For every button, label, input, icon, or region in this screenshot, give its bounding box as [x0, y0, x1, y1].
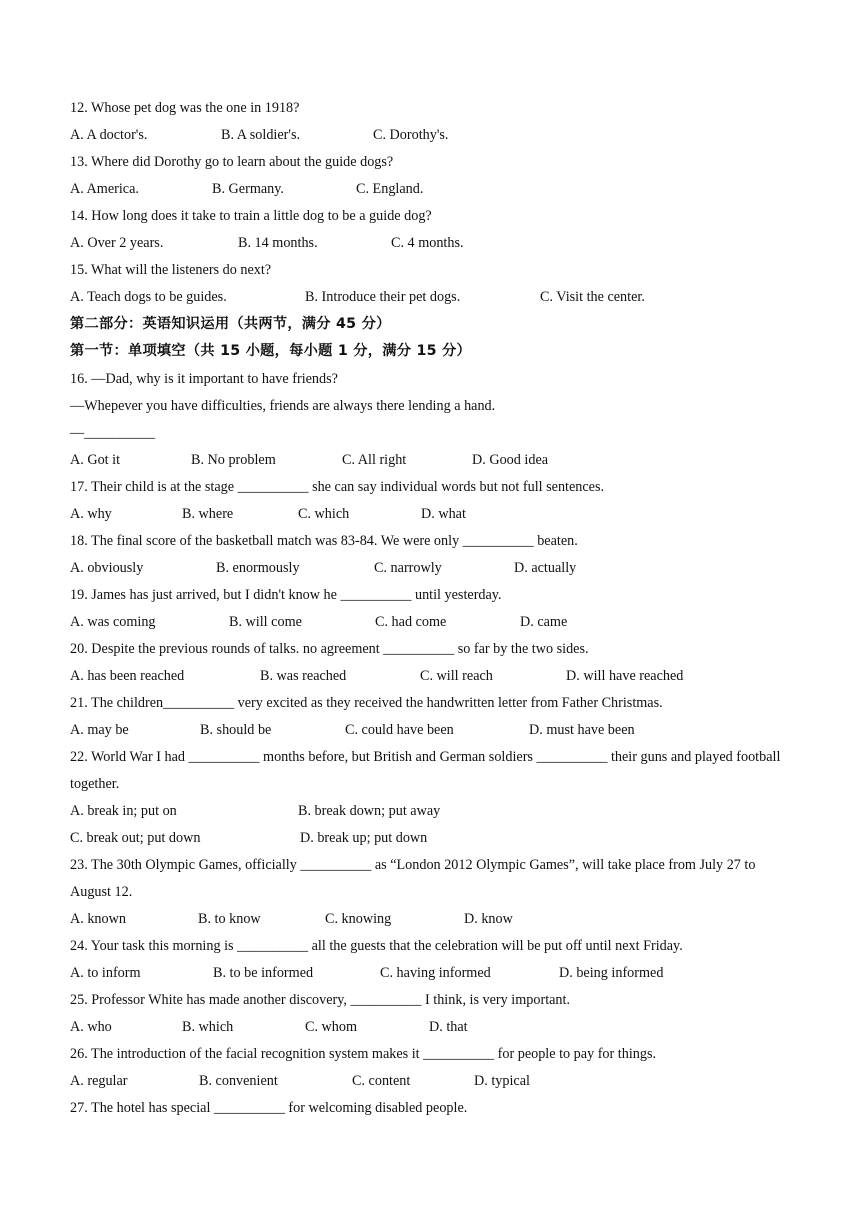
options-23 [70, 909, 794, 929]
question-25: 25. Professor White has made another discovery, __________ I think, is very important. [70, 992, 571, 1008]
option-b: B. Introduce their pet dogs. [305, 289, 461, 305]
options-21 [70, 720, 794, 740]
options-22-row1 [70, 801, 794, 821]
question-14: 14. How long does it take to train a little dog to be a guide dog? [70, 208, 432, 224]
options-26 [70, 1071, 794, 1091]
option-c: C. narrowly [374, 560, 442, 576]
option-d: D. came [520, 614, 568, 630]
options-19 [70, 612, 794, 632]
option-c: C. All right [342, 452, 407, 468]
option-c: C. whom [305, 1019, 358, 1035]
options-20 [70, 666, 794, 686]
option-c: C. will reach [420, 668, 493, 684]
option-a: A. obviously [70, 560, 144, 576]
option-c: C. break out; put down [70, 830, 201, 846]
option-b: B. enormously [216, 560, 300, 576]
option-a: A. Got it [70, 452, 121, 468]
option-c: C. England. [356, 181, 424, 197]
question-19: 19. James has just arrived, but I didn't know he __________ until yesterday. [70, 587, 502, 603]
options-18 [70, 558, 794, 578]
option-a: A. may be [70, 722, 129, 738]
option-b: B. Germany. [212, 181, 284, 197]
option-b: B. No problem [191, 452, 276, 468]
option-c: C. knowing [325, 911, 392, 927]
options-16 [70, 450, 794, 470]
option-b: B. convenient [199, 1073, 278, 1089]
question-24: 24. Your task this morning is __________ all the guests that the celebration will be put off until next Friday. [70, 938, 683, 954]
option-a: A. known [70, 911, 126, 927]
option-a: A. to inform [70, 965, 141, 981]
option-c: C. Visit the center. [540, 289, 645, 305]
option-d: D. break up; put down [300, 830, 428, 846]
section-heading-single-choice: 第一节：单项填空（共 15 小题，每小题 1 分，满分 15 分） [70, 343, 472, 359]
option-d: D. must have been [529, 722, 635, 738]
option-d: D. Good idea [472, 452, 549, 468]
option-d: D. typical [474, 1073, 530, 1089]
options-12 [70, 125, 794, 145]
dialogue-blank: —__________ [70, 425, 156, 441]
option-b: B. will come [229, 614, 302, 630]
option-b: B. to be informed [213, 965, 314, 981]
option-a: A. Teach dogs to be guides. [70, 289, 227, 305]
section-heading-part2: 第二部分：英语知识运用（共两节，满分 45 分） [70, 316, 391, 332]
option-b: B. where [182, 506, 234, 522]
question-23: 23. The 30th Olympic Games, officially __________ as “London 2012 Olympic Games”, will take place from July 27 to August 12. [70, 857, 756, 900]
option-b: B. should be [200, 722, 272, 738]
option-a: A. America. [70, 181, 139, 197]
option-b: B. break down; put away [298, 803, 441, 819]
option-d: D. being informed [559, 965, 664, 981]
question-27: 27. The hotel has special __________ for welcoming disabled people. [70, 1100, 468, 1116]
option-b: B. which [182, 1019, 234, 1035]
question-20: 20. Despite the previous rounds of talks. no agreement __________ so far by the two sides. [70, 641, 589, 657]
options-14 [70, 233, 794, 253]
question-17: 17. Their child is at the stage __________ she can say individual words but not full sentences. [70, 479, 605, 495]
option-a: A. has been reached [70, 668, 185, 684]
option-a: A. A doctor's. [70, 127, 148, 143]
option-a: A. regular [70, 1073, 128, 1089]
question-16: 16. —Dad, why is it important to have friends? [70, 371, 338, 387]
option-b: B. was reached [260, 668, 347, 684]
option-d: D. that [429, 1019, 468, 1035]
option-c: C. had come [375, 614, 447, 630]
option-d: D. will have reached [566, 668, 684, 684]
question-22: 22. World War I had __________ months before, but British and German soldiers __________ their guns and played football together. [70, 749, 781, 792]
option-b: B. to know [198, 911, 261, 927]
options-24 [70, 963, 794, 983]
question-21: 21. The children__________ very excited as they received the handwritten letter from Father Christmas. [70, 695, 663, 711]
option-b: B. A soldier's. [221, 127, 301, 143]
option-d: D. know [464, 911, 513, 927]
options-22-row2 [70, 828, 794, 848]
options-17 [70, 504, 794, 524]
option-c: C. content [352, 1073, 411, 1089]
options-15 [70, 287, 794, 307]
option-a: A. break in; put on [70, 803, 177, 819]
option-b: B. 14 months. [238, 235, 318, 251]
question-12: 12. Whose pet dog was the one in 1918? [70, 100, 300, 116]
option-d: D. actually [514, 560, 577, 576]
option-c: C. could have been [345, 722, 454, 738]
option-a: A. why [70, 506, 112, 522]
question-15: 15. What will the listeners do next? [70, 262, 272, 278]
options-13 [70, 179, 794, 199]
dialogue-line: —Whepever you have difficulties, friends are always there lending a hand. [70, 398, 496, 414]
question-18: 18. The final score of the basketball match was 83-84. We were only __________ beaten. [70, 533, 578, 549]
option-a: A. who [70, 1019, 112, 1035]
option-d: D. what [421, 506, 466, 522]
option-c: C. having informed [380, 965, 491, 981]
option-c: C. Dorothy's. [373, 127, 449, 143]
option-a: A. Over 2 years. [70, 235, 164, 251]
options-25 [70, 1017, 794, 1037]
question-26: 26. The introduction of the facial recognition system makes it __________ for people to pay for things. [70, 1046, 657, 1062]
question-13: 13. Where did Dorothy go to learn about the guide dogs? [70, 154, 394, 170]
option-c: C. which [298, 506, 350, 522]
option-c: C. 4 months. [391, 235, 464, 251]
option-a: A. was coming [70, 614, 156, 630]
